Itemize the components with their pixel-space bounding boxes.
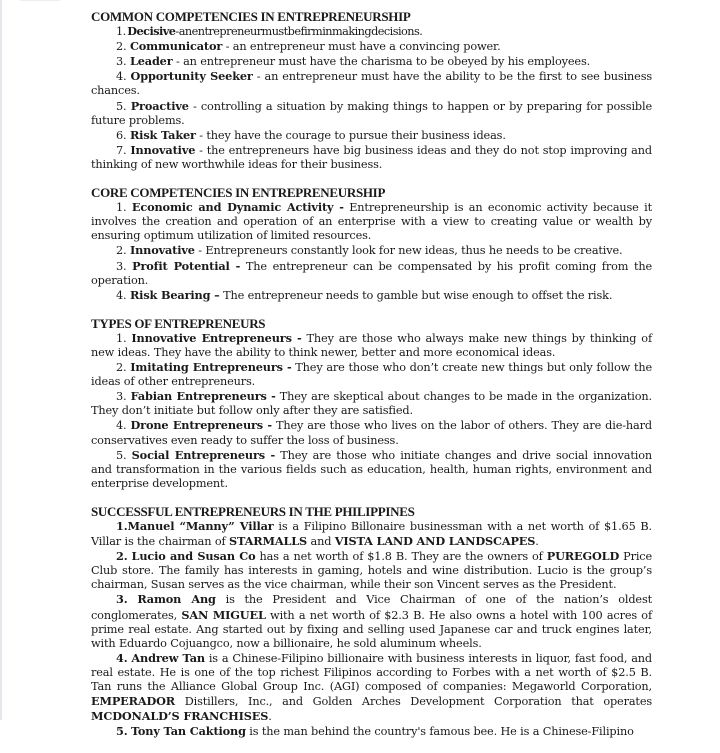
item-text: and — [307, 535, 335, 549]
item-text: is a Filipino Billonaire businessman with a net worth of $1.65 B. Villar is the chairman of — [91, 520, 652, 549]
item-text: with a net worth of $2.3 B. He also owns a hotel with 100 acres of prime real estate. Ang started out by fixing and selling used Japanese car and truck engines later, with Eduardo Cojuangco, now a billionaire, he sold aluminum wheels. — [91, 608, 652, 650]
list-item — [91, 331, 652, 360]
item-bold-text: STARMALLS — [228, 534, 308, 549]
item-number: 1. — [116, 25, 126, 39]
list-item — [91, 549, 652, 592]
item-number: 4. — [116, 70, 127, 84]
item-bold-text: Manuel “Manny” Villar — [127, 519, 274, 533]
list-item — [91, 69, 652, 98]
item-term: Drone Entrepreneurs - — [130, 418, 272, 433]
document-page — [91, 10, 652, 753]
item-text: They are those who initiate changes and drive social innovation and transformation in the various fields such as education, health, human rights, environment and enterprise development. — [91, 448, 652, 490]
item-text: Price Club store. The family has interests in gaming, hotels and wine distribution. Lucio is the group’s chairman, Susan serves as the vice chairman, while their son Vincent serves as the President. — [91, 550, 652, 592]
item-bold-text: Andrew Tan — [131, 650, 205, 665]
item-text: is the President and Vice Chairman of one of the nation’s oldest conglomerates, — [91, 593, 652, 622]
list-item — [91, 24, 652, 39]
item-separator: - — [222, 40, 233, 54]
item-number: 4. — [116, 288, 127, 302]
item-text: the entrepreneurs have big business ideas and they do not stop improving and thinking of new worthwhile ideas for their business. — [91, 143, 652, 171]
item-separator: - — [172, 55, 184, 69]
item-term: Social Entrepreneurs - — [131, 447, 276, 462]
list-item — [91, 592, 652, 650]
item-bold-text: Ramon Ang — [137, 592, 216, 607]
list-item — [91, 288, 652, 303]
item-text: Distillers, Inc., and Golden Arches Development Corporation that operates — [175, 695, 652, 709]
item-text: an entrepreneur must have a convincing power. — [232, 40, 501, 54]
section-types-of-entrepreneurs — [91, 317, 652, 491]
item-term: Innovative — [129, 243, 195, 258]
item-text: Entrepreneurship is an economic activity because it involves the creation and operation of an enterprise with a view to creating value or wealth by ensuring optimum utilization of limited resources. — [91, 201, 652, 243]
item-term: Profit Potential - — [132, 258, 241, 273]
item-text: Entrepreneurs constantly look for new ideas, thus he needs to be creative. — [205, 244, 623, 258]
list-item — [91, 54, 652, 69]
list-item — [91, 39, 652, 54]
item-text: an entrepreneur must have the charisma to be obeyed by his employees. — [183, 55, 591, 69]
item-term: Proactive — [130, 98, 189, 113]
item-term: Imitating Entrepreneurs - — [130, 360, 292, 375]
item-number: 2. — [116, 40, 127, 54]
section-successful-entrepreneurs — [91, 505, 652, 740]
item-bold-text: MCDONALD’S FRANCHISES — [91, 709, 269, 724]
item-text: The entrepreneur needs to gamble but wise enough to offset the risk. — [223, 288, 613, 302]
item-number: 3. — [116, 259, 127, 273]
item-term: Innovative — [130, 142, 196, 157]
item-number: 5. — [116, 724, 128, 739]
item-number: 4. — [116, 650, 128, 665]
item-separator: - — [194, 244, 206, 258]
section-heading: CORE COMPETENCIES IN ENTREPRENEURSHIP — [91, 185, 386, 201]
item-separator: - — [175, 25, 179, 39]
item-number: 3. — [116, 592, 128, 607]
section-heading: COMMON COMPETENCIES IN ENTREPRENEURSHIP — [91, 9, 411, 24]
list-item — [91, 243, 652, 258]
item-separator: - — [188, 99, 201, 113]
list-item — [91, 259, 652, 288]
item-number: 7. — [116, 143, 127, 157]
item-text: They are those who don’t create new things but only follow the ideas of other entrepreneurs. — [91, 361, 652, 389]
item-text: . — [535, 535, 539, 549]
item-term: Risk Taker — [129, 127, 196, 142]
item-text: They are those who always make new things by thinking of new ideas. They have the ability to think newer, better and more economical ideas. — [91, 331, 652, 359]
item-text: is the man behind the country's famous bee. He is a Chinese-Filipino — [245, 725, 634, 739]
list-item — [91, 724, 652, 739]
item-term: Opportunity Seeker — [130, 69, 253, 84]
list-item — [91, 360, 652, 389]
section-common-competencies — [91, 10, 652, 172]
item-text: . — [268, 710, 272, 724]
item-number: 5. — [116, 448, 127, 462]
item-number: 1. — [116, 201, 127, 215]
list-item — [91, 418, 652, 447]
item-text: The entrepreneur can be compensated by his profit coming from the operation. — [91, 259, 652, 287]
item-number: 1. — [116, 519, 128, 533]
item-term: Fabian Entrepreneurs - — [130, 389, 276, 404]
item-bold-text: EMPERADOR — [91, 694, 176, 709]
item-number: 1. — [116, 331, 127, 345]
list-item — [91, 99, 652, 128]
item-term: Communicator — [129, 39, 223, 54]
top-shade — [20, 0, 60, 1]
item-term: Decisive — [127, 24, 176, 39]
list-item — [91, 128, 652, 143]
item-bold-text: Tony Tan Caktiong — [130, 724, 246, 739]
item-text: an entrepreneur must have the ability to be the first to see business chances. — [91, 70, 652, 98]
item-separator: - — [195, 128, 207, 142]
item-number: 5. — [116, 99, 127, 113]
item-number: 3. — [116, 55, 127, 69]
item-term: Risk Bearing – — [129, 287, 220, 302]
section-core-competencies — [91, 186, 652, 303]
list-item — [91, 200, 652, 243]
list-item — [91, 389, 652, 418]
item-text: has a net worth of $1.8 B. They are the owners of — [255, 550, 547, 564]
item-text: controlling a situation by making things to happen or by preparing for possible future problems. — [91, 99, 652, 127]
item-number: 2. — [116, 549, 128, 564]
list-item — [91, 519, 652, 549]
list-item — [91, 651, 652, 724]
item-number: 2. — [116, 361, 127, 375]
item-text: They are those who lives on the labor of others. They are die-hard conservatives even ready to suffer the loss of business. — [91, 419, 652, 447]
list-item — [91, 143, 652, 172]
item-term: Economic and Dynamic Activity - — [131, 200, 344, 215]
item-bold-text: SAN MIGUEL — [181, 607, 266, 622]
item-separator: - — [252, 70, 265, 84]
item-term: Leader — [129, 54, 173, 69]
section-heading: TYPES OF ENTREPRENEURS — [91, 315, 266, 331]
window-left-edge — [0, 0, 2, 720]
section-heading: SUCCESSFUL ENTREPRENEURS IN THE PHILIPPINES — [91, 503, 415, 519]
item-term: Innovative Entrepreneurs - — [131, 330, 302, 345]
entrepreneur-list — [91, 519, 652, 739]
item-text: is a Chinese-Filipino billionaire with business interests in liquor, fast food, and real estate. He is one of the top richest Filipinos according to Forbes with a net worth of $2.5 B. Tan runs the Alliance Global Group Inc. (AGI) composed of companies: Megaworld Corporation, — [91, 651, 652, 694]
item-text: anentrepreneurmustbefirminmakingdecisions. — [178, 25, 423, 39]
item-number: 2. — [116, 244, 127, 258]
item-text: They are skeptical about changes to be made in the organization. They don’t initiate but follow only after they are satisfied. — [91, 390, 652, 418]
item-number: 6. — [116, 128, 127, 142]
item-bold-text: PUREGOLD — [546, 549, 620, 564]
item-number: 4. — [116, 419, 127, 433]
item-bold-text: VISTA LAND AND LANDSCAPES — [334, 534, 536, 549]
item-text: they have the courage to pursue their business ideas. — [206, 128, 506, 142]
item-number: 3. — [116, 390, 127, 404]
item-separator: - — [195, 143, 207, 157]
list-item — [91, 448, 652, 491]
item-bold-text: Lucio and Susan Co — [131, 549, 256, 564]
